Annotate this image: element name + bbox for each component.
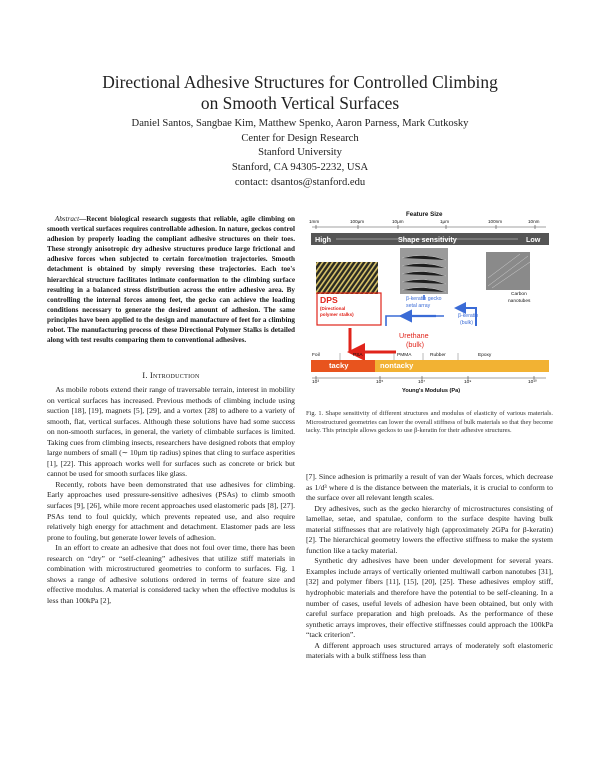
nontacky-label: nontacky [380,361,414,370]
dps-label: DPS [320,295,338,305]
modulus-tick-1e3: 10³ [312,380,319,385]
abstract [47,214,295,345]
size-tick-10um: 10μm [392,219,404,224]
affiliation-address: Stanford, CA 94305-2232, USA [231,162,369,174]
urethane-label-1: Urethane [399,331,429,340]
material-epoxy: Epoxy [478,353,492,358]
figure-1 [306,208,553,398]
right-paragraph-1: [7]. Since adhesion is primarily a result of van der Waals forces, which decrease as 1/d³ where d is the distance between the materials, it is crucial to conform to the surface over all relevant length scales. [306,472,553,503]
figure-1-caption: Fig. 1. Shape sensitivity of different structures and modulus of elasticity of various materials. Microstructured geometries can lower the overall stiffness of bulk materials so that they become tacky. This principle allows geckos to use β-keratin for their adhesive structures. [306,410,553,435]
abstract-dash: — [79,215,87,223]
material-rubber: Rubber [430,353,446,358]
right-paragraph-3: Synthetic dry adhesives have been under development for several years. Examples include arrays of vertically oriented multiwall carbon nanotubes [31], [32] and polymer fibers [11], [15], [20], [25]. These adhesives employ stiff, hydrophobic materials and therefore have the potential to be self-cleaning. In a number of cases, useful levels of adhesion have been obtained, but only with careful surface preparation and high preloads. As the performance of these synthetic arrays improves, their effective stiffnesses could approach the 100kPa “tack criterion”. [306,556,553,640]
introduction-column [47,385,295,606]
cnt-label-1: Carbon [511,292,527,297]
modulus-tick-1e9: 10⁹ [464,380,472,385]
abstract-text: Recent biological research suggests that reliable, agile climbing on smooth vertical surfaces requires controllable adhesion. In nature, geckos control adhesion by properly loading the compliant adhesive structures on their toes. These strongly anisotropic dry adhesive structures produce large frictional and adhesive forces when subjected to certain force/motion trajectories. Smooth detachment is obtained by simply reversing these trajectories. Each toe's hierarchical structure facilitates intimate conformation to the climbing surface resulting in a balanced stress distribution across the entire adhesive area. By controlling the internal forces among feet, the gecko can achieve the loading conditions necessary to generate the desired amount of adhesion. The same principles have been applied to the design and manufacture of feet for a climbing robot. The manufacturing process of these Directional Polymer Stalks is detailed along with test results comparing them to conventional adhesives. [47,215,295,345]
size-tick-10nm: 10nm [528,219,540,224]
modulus-tick-1e5: 10⁵ [376,380,384,385]
affiliation-center: Center for Design Research [241,132,359,144]
affiliation-university: Stanford University [258,147,342,159]
urethane-label-2: (bulk) [406,340,424,349]
intro-paragraph-1: As mobile robots extend their range of traversable terrain, interest in mobility on vertical surfaces has increased. Previous methods of climbing include using suction [18], [19], magnets [5], [29], and a vortex [28] to adhere to a variety of smooth, flat, vertical surfaces. Although these solutions have had some success on non-smooth surfaces, in general, the variety of climbable surfaces is limited. Taking cues from climbing insects, researchers have designed robots that employ large numbers of small (∼ 10μm tip radius) spines that cling to surface asperities [1], [22]. This approach works well for surfaces such as concrete or brick but cannot be used for smooth surfaces like glass. [47,385,295,479]
author-list: Daniel Santos, Sangbae Kim, Matthew Spenko, Aaron Parness, Mark Cutkosky [131,118,469,129]
dps-sub-2: polymer stalks) [320,312,354,317]
title-line-1: Directional Adhesive Structures for Controlled Climbing [102,72,498,92]
material-foil: Foil [312,353,320,358]
section-heading-introduction: I. Introduction [142,371,200,380]
tacky-label: tacky [329,361,349,370]
size-tick-1um: 1μm [440,219,450,224]
title-line-2: on Smooth Vertical Surfaces [200,93,400,113]
gecko-label-2: setal array [406,303,431,309]
contact-email: contact: dsantos@stanford.edu [234,176,366,188]
right-paragraph-4: A different approach uses structured arrays of moderately soft elastomeric materials with a bulk stiffness less than [306,640,553,661]
shape-high-label: High [315,235,331,244]
size-tick-100nm: 100nm [488,219,503,224]
shape-sensitivity-label: Shape sensitivity [398,235,457,244]
dps-microscope-image [316,262,378,294]
dps-sub-1: (Directional [320,306,346,311]
material-pmma: PMMA [397,353,412,358]
material-psa: PSA [353,353,363,358]
right-column [306,472,553,662]
abstract-lead: Abstract [54,215,80,223]
gecko-label-1: β-keratin gecko [406,296,442,302]
modulus-tick-1e10: 10¹⁰ [528,380,537,385]
shape-low-label: Low [526,235,541,244]
cnt-label-2: nanotubes [508,299,531,304]
size-tick-100um: 100μm [350,219,365,224]
size-tick-1mm: 1mm [309,219,320,224]
modulus-axis-label: Young's Modulus (Pa) [402,388,461,394]
feature-size-label: Feature Size [406,211,443,218]
modulus-tick-1e7: 10⁷ [418,380,426,385]
author-block [60,117,540,191]
intro-paragraph-2: Recently, robots have been demonstrated that use adhesives for climbing. Early approaches used pressure-sensitive adhesives (PSAs) to climb smooth surfaces [9], [26], while more recent approaches used elastomeric pads [8], [27]. PSAs tend to foul quickly, which prevents repeated use, and also require relatively high energy for attachment and detachment. Elastomer pads are less prone to fouling, but generate lower levels of adhesion. [47,479,295,542]
intro-paragraph-3: In an effort to create an adhesive that does not foul over time, there has been research on “dry” or “self-cleaning” adhesives that utilize stiff materials in combination with microstructured geometries to conform to surfaces. Fig. 1 shows a range of adhesive solutions ordered in terms of feature size and effective modulus. A material is considered tacky when the effective modulus is less than 100kPa [2], [47,543,295,605]
paper-title [60,72,540,114]
keratin-bulk-1: β-keratin [458,313,479,319]
keratin-bulk-2: (bulk) [460,320,473,326]
gecko-setae-image [400,248,448,294]
right-paragraph-2: Dry adhesives, such as the gecko hierarchy of microstructures consisting of lamellae, setae, and spatulae, conform to the surface despite having bulk material stiffnesses that are relatively high (approximately 2GPa for β-keratin) [2]. The hierarchical geometry lowers the effective stiffness to make the system function like a tacky material. [306,503,553,555]
